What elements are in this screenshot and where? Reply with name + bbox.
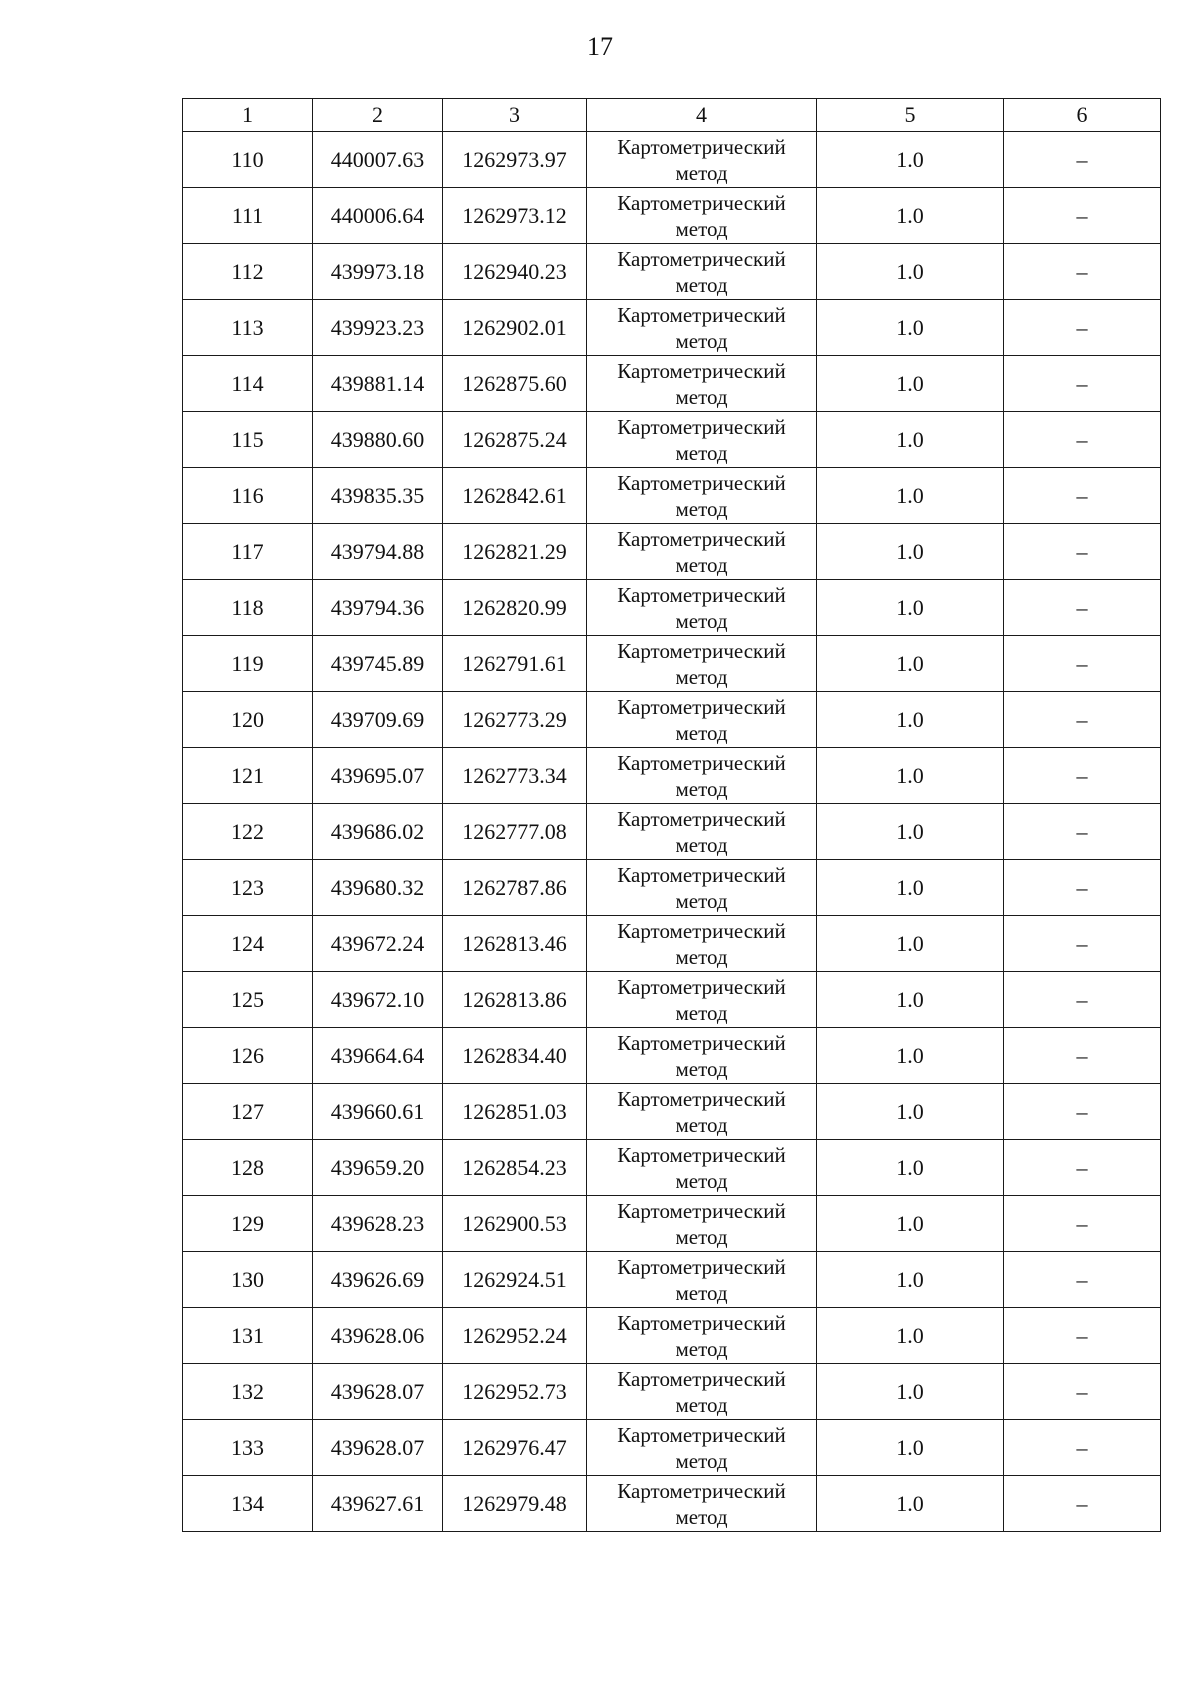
- method-cell: [587, 804, 817, 860]
- method-text-line-1: Картометрический: [617, 1254, 786, 1279]
- method-text-line-1: Картометрический: [617, 302, 786, 327]
- x-coordinate-cell: 440006.64: [313, 188, 443, 244]
- note-cell: –: [1004, 1028, 1161, 1084]
- y-coordinate-cell: 1262973.12: [443, 188, 587, 244]
- x-coordinate-cell: 439664.64: [313, 1028, 443, 1084]
- y-coordinate-cell: 1262952.73: [443, 1364, 587, 1420]
- table-row: [183, 1028, 1161, 1084]
- table-row: [183, 132, 1161, 188]
- note-cell: –: [1004, 356, 1161, 412]
- column-header-3: 3: [443, 99, 587, 132]
- method-cell: [587, 1140, 817, 1196]
- y-coordinate-cell: 1262924.51: [443, 1252, 587, 1308]
- point-number-cell: 132: [183, 1364, 313, 1420]
- method-text-line-2: метод: [675, 1392, 728, 1417]
- note-cell: –: [1004, 580, 1161, 636]
- note-cell: –: [1004, 244, 1161, 300]
- y-coordinate-cell: 1262821.29: [443, 524, 587, 580]
- method-text-line-1: Картометрический: [617, 1366, 786, 1391]
- point-number-cell: 123: [183, 860, 313, 916]
- y-coordinate-cell: 1262834.40: [443, 1028, 587, 1084]
- coordinates-table: [182, 98, 1161, 1532]
- note-cell: –: [1004, 1420, 1161, 1476]
- method-text-line-1: Картометрический: [617, 134, 786, 159]
- table-row: [183, 1420, 1161, 1476]
- y-coordinate-cell: 1262851.03: [443, 1084, 587, 1140]
- point-number-cell: 117: [183, 524, 313, 580]
- table-row: [183, 412, 1161, 468]
- method-text-line-2: метод: [675, 664, 728, 689]
- point-number-cell: 116: [183, 468, 313, 524]
- method-text-line-2: метод: [675, 1504, 728, 1529]
- column-header-2: 2: [313, 99, 443, 132]
- method-text-line-2: метод: [675, 720, 728, 745]
- table-row: [183, 356, 1161, 412]
- accuracy-cell: 1.0: [817, 1028, 1004, 1084]
- accuracy-cell: 1.0: [817, 244, 1004, 300]
- x-coordinate-cell: 439923.23: [313, 300, 443, 356]
- method-text-line-2: метод: [675, 608, 728, 633]
- accuracy-cell: 1.0: [817, 132, 1004, 188]
- point-number-cell: 127: [183, 1084, 313, 1140]
- method-text-line-1: Картометрический: [617, 974, 786, 999]
- method-text-line-1: Картометрический: [617, 470, 786, 495]
- method-text-line-1: Картометрический: [617, 862, 786, 887]
- x-coordinate-cell: 439794.36: [313, 580, 443, 636]
- method-text-line-1: Картометрический: [617, 1478, 786, 1503]
- note-cell: –: [1004, 1196, 1161, 1252]
- table-body: [183, 132, 1161, 1532]
- method-text-line-1: Картометрический: [617, 1030, 786, 1055]
- point-number-cell: 121: [183, 748, 313, 804]
- method-cell: [587, 188, 817, 244]
- method-text-line-1: Картометрический: [617, 1142, 786, 1167]
- x-coordinate-cell: 439686.02: [313, 804, 443, 860]
- accuracy-cell: 1.0: [817, 1252, 1004, 1308]
- method-text-line-2: метод: [675, 496, 728, 521]
- point-number-cell: 113: [183, 300, 313, 356]
- y-coordinate-cell: 1262854.23: [443, 1140, 587, 1196]
- table-row: [183, 692, 1161, 748]
- x-coordinate-cell: 439709.69: [313, 692, 443, 748]
- x-coordinate-cell: 439973.18: [313, 244, 443, 300]
- point-number-cell: 112: [183, 244, 313, 300]
- method-cell: [587, 1028, 817, 1084]
- y-coordinate-cell: 1262875.24: [443, 412, 587, 468]
- point-number-cell: 111: [183, 188, 313, 244]
- x-coordinate-cell: 439628.07: [313, 1364, 443, 1420]
- x-coordinate-cell: 439880.60: [313, 412, 443, 468]
- method-text-line-2: метод: [675, 440, 728, 465]
- column-header-6: 6: [1004, 99, 1161, 132]
- method-cell: [587, 636, 817, 692]
- table-row: [183, 524, 1161, 580]
- x-coordinate-cell: 439626.69: [313, 1252, 443, 1308]
- note-cell: –: [1004, 1252, 1161, 1308]
- method-text-line-1: Картометрический: [617, 1422, 786, 1447]
- accuracy-cell: 1.0: [817, 692, 1004, 748]
- note-cell: –: [1004, 1140, 1161, 1196]
- x-coordinate-cell: 439881.14: [313, 356, 443, 412]
- method-text-line-1: Картометрический: [617, 694, 786, 719]
- method-cell: [587, 1084, 817, 1140]
- y-coordinate-cell: 1262979.48: [443, 1476, 587, 1532]
- accuracy-cell: 1.0: [817, 188, 1004, 244]
- x-coordinate-cell: 440007.63: [313, 132, 443, 188]
- point-number-cell: 134: [183, 1476, 313, 1532]
- accuracy-cell: 1.0: [817, 356, 1004, 412]
- accuracy-cell: 1.0: [817, 468, 1004, 524]
- point-number-cell: 130: [183, 1252, 313, 1308]
- accuracy-cell: 1.0: [817, 300, 1004, 356]
- table-row: [183, 1252, 1161, 1308]
- method-text-line-1: Картометрический: [617, 1310, 786, 1335]
- method-text-line-1: Картометрический: [617, 582, 786, 607]
- point-number-cell: 119: [183, 636, 313, 692]
- method-text-line-1: Картометрический: [617, 358, 786, 383]
- y-coordinate-cell: 1262820.99: [443, 580, 587, 636]
- y-coordinate-cell: 1262900.53: [443, 1196, 587, 1252]
- point-number-cell: 129: [183, 1196, 313, 1252]
- accuracy-cell: 1.0: [817, 1084, 1004, 1140]
- method-text-line-1: Картометрический: [617, 190, 786, 215]
- note-cell: –: [1004, 1084, 1161, 1140]
- accuracy-cell: 1.0: [817, 804, 1004, 860]
- method-text-line-2: метод: [675, 1336, 728, 1361]
- x-coordinate-cell: 439672.24: [313, 916, 443, 972]
- method-text-line-2: метод: [675, 1056, 728, 1081]
- method-cell: [587, 1308, 817, 1364]
- method-cell: [587, 356, 817, 412]
- table-header: [183, 99, 1161, 132]
- method-cell: [587, 300, 817, 356]
- method-text-line-1: Картометрический: [617, 246, 786, 271]
- method-cell: [587, 1420, 817, 1476]
- point-number-cell: 126: [183, 1028, 313, 1084]
- x-coordinate-cell: 439794.88: [313, 524, 443, 580]
- method-cell: [587, 916, 817, 972]
- point-number-cell: 114: [183, 356, 313, 412]
- point-number-cell: 125: [183, 972, 313, 1028]
- y-coordinate-cell: 1262777.08: [443, 804, 587, 860]
- method-text-line-2: метод: [675, 832, 728, 857]
- method-text-line-1: Картометрический: [617, 526, 786, 551]
- method-cell: [587, 580, 817, 636]
- x-coordinate-cell: 439628.06: [313, 1308, 443, 1364]
- note-cell: –: [1004, 748, 1161, 804]
- method-cell: [587, 972, 817, 1028]
- table-row: [183, 468, 1161, 524]
- method-text-line-2: метод: [675, 1000, 728, 1025]
- point-number-cell: 118: [183, 580, 313, 636]
- table-row: [183, 804, 1161, 860]
- method-cell: [587, 1364, 817, 1420]
- y-coordinate-cell: 1262875.60: [443, 356, 587, 412]
- point-number-cell: 110: [183, 132, 313, 188]
- y-coordinate-cell: 1262773.29: [443, 692, 587, 748]
- table-row: [183, 636, 1161, 692]
- table-row: [183, 1140, 1161, 1196]
- method-text-line-2: метод: [675, 944, 728, 969]
- y-coordinate-cell: 1262940.23: [443, 244, 587, 300]
- method-text-line-1: Картометрический: [617, 1198, 786, 1223]
- table-row: [183, 300, 1161, 356]
- method-text-line-2: метод: [675, 1224, 728, 1249]
- method-text-line-2: метод: [675, 384, 728, 409]
- accuracy-cell: 1.0: [817, 748, 1004, 804]
- method-text-line-2: метод: [675, 160, 728, 185]
- method-text-line-2: метод: [675, 1112, 728, 1137]
- note-cell: –: [1004, 860, 1161, 916]
- method-text-line-1: Картометрический: [617, 638, 786, 663]
- accuracy-cell: 1.0: [817, 1308, 1004, 1364]
- y-coordinate-cell: 1262973.97: [443, 132, 587, 188]
- x-coordinate-cell: 439672.10: [313, 972, 443, 1028]
- method-text-line-2: метод: [675, 272, 728, 297]
- note-cell: –: [1004, 132, 1161, 188]
- point-number-cell: 115: [183, 412, 313, 468]
- method-text-line-2: метод: [675, 328, 728, 353]
- table-row: [183, 1084, 1161, 1140]
- y-coordinate-cell: 1262813.86: [443, 972, 587, 1028]
- table-row: [183, 188, 1161, 244]
- y-coordinate-cell: 1262773.34: [443, 748, 587, 804]
- method-text-line-2: метод: [675, 888, 728, 913]
- accuracy-cell: 1.0: [817, 580, 1004, 636]
- y-coordinate-cell: 1262842.61: [443, 468, 587, 524]
- y-coordinate-cell: 1262976.47: [443, 1420, 587, 1476]
- method-text-line-2: метод: [675, 1168, 728, 1193]
- accuracy-cell: 1.0: [817, 1420, 1004, 1476]
- accuracy-cell: 1.0: [817, 972, 1004, 1028]
- method-text-line-2: метод: [675, 776, 728, 801]
- accuracy-cell: 1.0: [817, 1196, 1004, 1252]
- method-cell: [587, 468, 817, 524]
- table-row: [183, 748, 1161, 804]
- note-cell: –: [1004, 300, 1161, 356]
- y-coordinate-cell: 1262952.24: [443, 1308, 587, 1364]
- accuracy-cell: 1.0: [817, 860, 1004, 916]
- table-row: [183, 860, 1161, 916]
- y-coordinate-cell: 1262787.86: [443, 860, 587, 916]
- x-coordinate-cell: 439628.23: [313, 1196, 443, 1252]
- method-cell: [587, 1196, 817, 1252]
- table-row: [183, 1476, 1161, 1532]
- point-number-cell: 131: [183, 1308, 313, 1364]
- table-row: [183, 916, 1161, 972]
- method-cell: [587, 524, 817, 580]
- method-text-line-2: метод: [675, 1448, 728, 1473]
- note-cell: –: [1004, 1308, 1161, 1364]
- column-header-1: 1: [183, 99, 313, 132]
- x-coordinate-cell: 439680.32: [313, 860, 443, 916]
- note-cell: –: [1004, 412, 1161, 468]
- point-number-cell: 124: [183, 916, 313, 972]
- accuracy-cell: 1.0: [817, 524, 1004, 580]
- x-coordinate-cell: 439628.07: [313, 1420, 443, 1476]
- method-text-line-2: метод: [675, 1280, 728, 1305]
- note-cell: –: [1004, 1364, 1161, 1420]
- method-cell: [587, 1252, 817, 1308]
- point-number-cell: 128: [183, 1140, 313, 1196]
- column-header-5: 5: [817, 99, 1004, 132]
- point-number-cell: 133: [183, 1420, 313, 1476]
- method-text-line-2: метод: [675, 216, 728, 241]
- y-coordinate-cell: 1262813.46: [443, 916, 587, 972]
- accuracy-cell: 1.0: [817, 636, 1004, 692]
- header-row: [183, 99, 1161, 132]
- x-coordinate-cell: 439627.61: [313, 1476, 443, 1532]
- x-coordinate-cell: 439660.61: [313, 1084, 443, 1140]
- x-coordinate-cell: 439835.35: [313, 468, 443, 524]
- table-row: [183, 1364, 1161, 1420]
- method-cell: [587, 860, 817, 916]
- accuracy-cell: 1.0: [817, 1140, 1004, 1196]
- note-cell: –: [1004, 468, 1161, 524]
- method-cell: [587, 132, 817, 188]
- accuracy-cell: 1.0: [817, 916, 1004, 972]
- table-row: [183, 1308, 1161, 1364]
- note-cell: –: [1004, 636, 1161, 692]
- table-row: [183, 1196, 1161, 1252]
- method-cell: [587, 748, 817, 804]
- method-cell: [587, 412, 817, 468]
- note-cell: –: [1004, 916, 1161, 972]
- note-cell: –: [1004, 188, 1161, 244]
- note-cell: –: [1004, 804, 1161, 860]
- method-text-line-2: метод: [675, 552, 728, 577]
- y-coordinate-cell: 1262902.01: [443, 300, 587, 356]
- table-row: [183, 244, 1161, 300]
- note-cell: –: [1004, 972, 1161, 1028]
- method-cell: [587, 1476, 817, 1532]
- accuracy-cell: 1.0: [817, 1476, 1004, 1532]
- x-coordinate-cell: 439695.07: [313, 748, 443, 804]
- note-cell: –: [1004, 692, 1161, 748]
- table-row: [183, 972, 1161, 1028]
- column-header-4: 4: [587, 99, 817, 132]
- method-text-line-1: Картометрический: [617, 806, 786, 831]
- accuracy-cell: 1.0: [817, 412, 1004, 468]
- method-text-line-1: Картометрический: [617, 918, 786, 943]
- page-number: 17: [587, 32, 613, 61]
- note-cell: –: [1004, 524, 1161, 580]
- x-coordinate-cell: 439745.89: [313, 636, 443, 692]
- point-number-cell: 120: [183, 692, 313, 748]
- method-text-line-1: Картометрический: [617, 1086, 786, 1111]
- method-text-line-1: Картометрический: [617, 750, 786, 775]
- method-text-line-1: Картометрический: [617, 414, 786, 439]
- method-cell: [587, 692, 817, 748]
- table-row: [183, 580, 1161, 636]
- note-cell: –: [1004, 1476, 1161, 1532]
- method-cell: [587, 244, 817, 300]
- y-coordinate-cell: 1262791.61: [443, 636, 587, 692]
- accuracy-cell: 1.0: [817, 1364, 1004, 1420]
- point-number-cell: 122: [183, 804, 313, 860]
- x-coordinate-cell: 439659.20: [313, 1140, 443, 1196]
